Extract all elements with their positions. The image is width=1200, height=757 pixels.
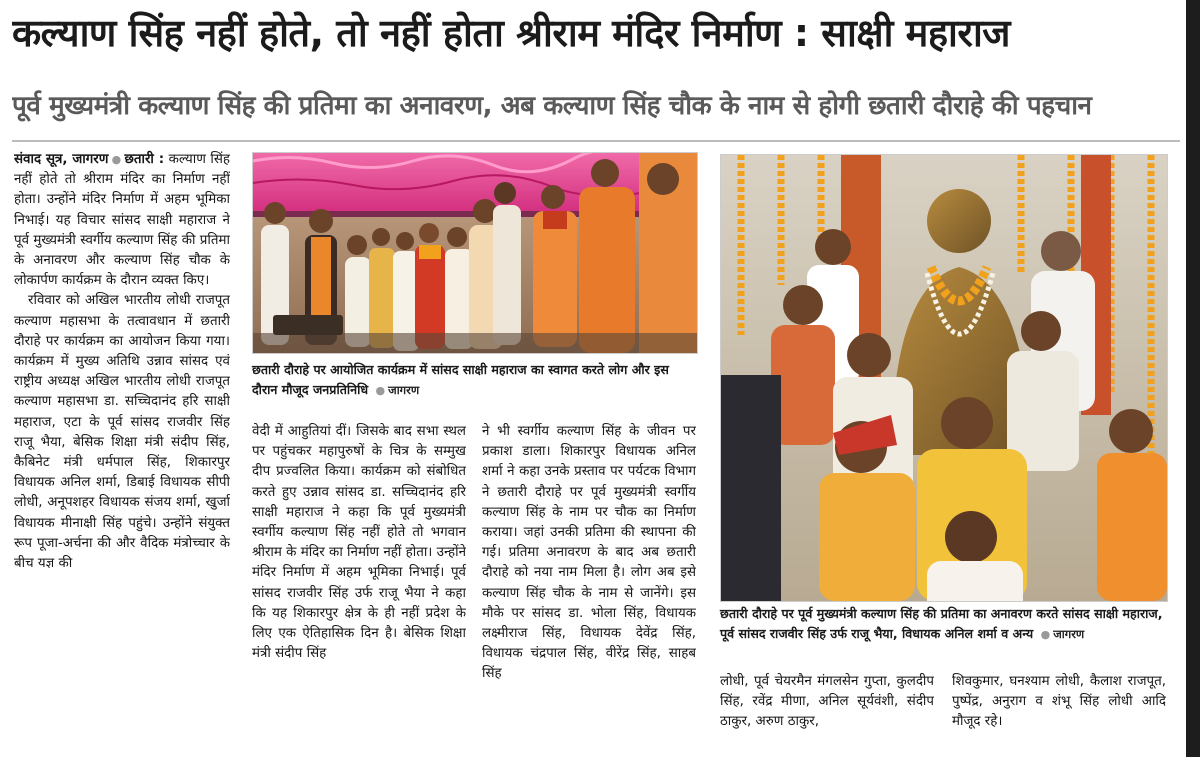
header-divider <box>12 140 1180 142</box>
article-column-3 <box>482 422 696 750</box>
photo-2-credit: जागरण <box>1053 627 1085 641</box>
photo-1-caption <box>252 360 696 402</box>
paragraph-6: शिवकुमार, घनश्याम लोधी, कैलाश राजपूत, पुष्पेंद्र, अनुराग व शंभू सिंह लोधी आदि मौजूद रहे। <box>952 674 1166 730</box>
paragraph-3: वेदी में आहुतियां दीं। जिसके बाद सभा स्थल पर पहुंचकर महापुरुषों के चित्र के सम्मुख दीप प्रज्वलित किया। कार्यक्रम को संबोधित करते हुए उन्नाव सांसद डा. सच्चिदानंद हरि साक्षी महाराज ने कहा कि पूर्व मुख्यमंत्री स्वर्गीय कल्याण सिंह नहीं होते तो भगवान श्रीराम के मंदिर का निर्माण नहीं होता। उन्होंने मंदिर निर्माण में अहम भूमिका निभाई। पूर्व सांसद राजवीर सिंह उर्फ राजू भैया ने कहा कि यह शिकारपुर क्षेत्र के ही नहीं प्रदेश के लिए एक ऐतिहासिक दिन है। बेसिक शिक्षा मंत्री संदीप सिंह <box>252 424 466 662</box>
paragraph-5: लोधी, पूर्व चेयरमैन मंगलसेन गुप्ता, कुलदीप सिंह, रवेंद्र मीणा, अनिल सूर्यवंशी, संदीप ठाकुर, अरुण ठाकुर, <box>720 674 934 730</box>
photo-2-caption-text: छतारी दौराहे पर पूर्व मुख्यमंत्री कल्याण सिंह की प्रतिमा का अनावरण करते सांसद साक्षी महाराज, पूर्व सांसद राजवीर सिंह उर्फ राजू भैया, विधायक अनिल शर्मा व अन्य <box>720 606 1163 641</box>
statue-unveiling-image <box>721 155 1167 601</box>
article-headline: कल्याण सिंह नहीं होते, तो नहीं होता श्रीराम मंदिर निर्माण : साक्षी महाराज <box>12 11 1010 55</box>
photo-statue-unveiling <box>720 154 1168 602</box>
caption-bullet-icon: ● <box>375 384 386 397</box>
paragraph-2: रविवार को अखिल भारतीय लोधी राजपूत कल्याण महासभा के तत्वावधान में छतारी दौराहे पर कार्यक्रम का आयोजन किया गया। कार्यक्रम में मुख्य अतिथि उन्नाव सांसद एवं राष्ट्रीय अध्यक्ष अखिल भारतीय लोधी राजपूत कल्याण महासभा डा. सच्चिदानंद हरि साक्षी महाराज, एटा के पूर्व सांसद राजवीर सिंह राजू भैया, बेसिक शिक्षा मंत्री संदीप सिंह, कैबिनेट मंत्री धर्मपाल सिंह, शिकारपुर विधायक अनिल शर्मा, डिबाई विधायक सीपी लोधी, अनूपशहर विधायक संजय शर्मा, खुर्जा विधायक मीनाक्षी सिंह पहुंचे। उन्होंने संयुक्त रूप पूजा-अर्चना की और वैदिक मंत्रोच्चार के बीच यज्ञ की <box>14 293 230 572</box>
article-column-4 <box>720 672 934 752</box>
article-subheadline: पूर्व मुख्यमंत्री कल्याण सिंह की प्रतिमा का अनावरण, अब कल्याण सिंह चौक के नाम से होगी छतारी दौराहे की पहचान <box>12 91 1092 121</box>
dateline-source: संवाद सूत्र, जागरण <box>14 152 109 167</box>
bullet-dot-icon: ● <box>111 153 122 166</box>
photo-felicitation <box>252 152 698 354</box>
article-column-1 <box>14 150 230 750</box>
article-column-2 <box>252 422 466 750</box>
photo-2-caption <box>720 604 1166 646</box>
paragraph-1: कल्याण सिंह नहीं होते तो श्रीराम मंदिर का निर्माण नहीं होता। उन्होंने मंदिर निर्माण में अहम भूमिका निभाई। यह विचार सांसद साक्षी महाराज ने पूर्व मुख्यमंत्री स्वर्गीय कल्याण सिंह की प्रतिमा के अनावरण और कल्याण सिंह चौक के लोकार्पण कार्यक्रम के दौरान व्यक्त किए। <box>14 152 230 289</box>
dateline-place: छतारी : <box>124 152 165 167</box>
article-column-5 <box>952 672 1166 752</box>
caption-bullet-icon: ● <box>1040 628 1051 641</box>
page-edge-bar <box>1186 0 1200 757</box>
felicitation-scene-image <box>253 153 697 353</box>
paragraph-4: ने भी स्वर्गीय कल्याण सिंह के जीवन पर प्रकाश डाला। शिकारपुर विधायक अनिल शर्मा ने कहा उनके प्रस्ताव पर पर्यटक विभाग ने छतारी दौराहे पर पूर्व मुख्यमंत्री स्वर्गीय कल्याण सिंह के नाम पर चौक का निर्माण कराया। जहां उनकी प्रतिमा की स्थापना की गई। प्रतिमा अनावरण के बाद अब छतारी दौराहे को नया नाम मिला है। लोग अब इसे कल्याण सिंह चौक के नाम से जानेंगे। इस मौके पर सांसद डा. भोला सिंह, विधायक लक्ष्मीराज सिंह, विधायक देवेंद्र सिंह, विधायक चंद्रपाल सिंह, वीरेंद्र सिंह, साहब सिंह <box>482 424 696 682</box>
photo-1-credit: जागरण <box>388 383 420 397</box>
photo-1-caption-text: छतारी दौराहे पर आयोजित कार्यक्रम में सांसद साक्षी महाराज का स्वागत करते लोग और इस दौरान मौजूद जनप्रतिनिधि <box>252 362 669 397</box>
